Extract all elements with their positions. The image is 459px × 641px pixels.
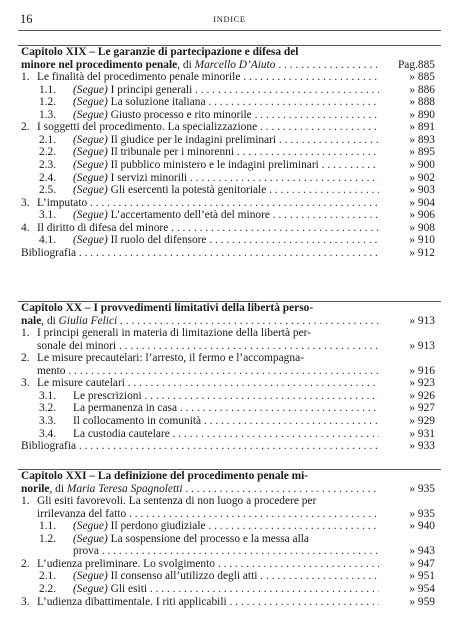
entry-number: 3.1. [39, 209, 57, 222]
toc-entry [21, 96, 435, 109]
segue-label: (Segue) [73, 184, 108, 197]
entry-title: Il collocamento in comunità [73, 414, 202, 427]
entry-number: 1. [21, 327, 30, 340]
entry-page-ref: » 913 [409, 339, 435, 352]
toc-entry [21, 520, 435, 533]
entry-page-ref: » 895 [409, 146, 435, 159]
segue-label: (Segue) [73, 209, 108, 222]
entry-page-ref: » 929 [409, 414, 435, 427]
entry-number: 2.2. [39, 146, 57, 159]
entry-page-ref: » 904 [409, 196, 435, 209]
toc-entry [21, 495, 435, 508]
segue-label: (Segue) [73, 532, 108, 545]
page-number: 16 [20, 12, 33, 26]
entry-title-line [21, 352, 379, 365]
entry-number: 1. [21, 495, 30, 508]
toc-entry [21, 234, 435, 247]
entry-title: I soggetti del procedimento. La specializzazione [37, 121, 258, 134]
chapter-title-text: norile [21, 482, 50, 495]
entry-title-line [39, 402, 379, 415]
chapter-page-ref: Pag.885 [397, 58, 435, 71]
entry-title: Il diritto di difesa del minore [37, 221, 169, 234]
chapter-title-line [21, 315, 379, 328]
entry-title: Gli esiti [107, 582, 148, 595]
entry-number: 2.1. [39, 570, 57, 583]
chapter-heading-cont [21, 315, 435, 328]
entry-title-line [39, 415, 379, 428]
toc-entry [21, 402, 435, 415]
toc-entry [21, 570, 435, 583]
toc-entry [21, 583, 435, 596]
chapter-title-text: Capitolo XXI – La definizione del procedimento penale mi- [21, 470, 309, 482]
entry-title-line [39, 159, 379, 172]
entry-title: Bibliografia [21, 246, 77, 259]
entry-number: 2.3. [39, 158, 57, 171]
entry-page-ref: » 910 [409, 234, 435, 247]
chapter-page-ref: » 913 [409, 314, 435, 327]
segue-label: (Segue) [73, 570, 108, 583]
toc-entry [21, 146, 435, 159]
entry-title: sonale dei minori [37, 339, 117, 352]
chapter-title-line [21, 59, 379, 72]
entry-title-line [39, 520, 379, 533]
entry-title: Il ruolo del difensore [107, 234, 207, 247]
entry-page-ref: » 954 [409, 582, 435, 595]
entry-title-line [73, 545, 379, 558]
toc-entry [21, 84, 435, 97]
toc-entry [21, 440, 435, 453]
toc-entry [21, 415, 435, 428]
entry-number: 2.5. [39, 184, 57, 197]
entry-number: 4. [21, 221, 30, 234]
chapter-title-line [21, 46, 379, 59]
entry-title: I servizi minorili [107, 171, 188, 184]
entry-page-ref: » 923 [409, 377, 435, 390]
chapter-title-line [21, 483, 379, 496]
entry-page-ref: » 893 [409, 133, 435, 146]
entry-number: 1.2. [39, 96, 57, 109]
segue-label: (Segue) [73, 520, 108, 533]
chapter-author: Marcello D’Aiuto [194, 58, 276, 71]
chapter-heading [21, 470, 435, 483]
entry-number: 3.2. [39, 402, 57, 415]
entry-page-ref: » 916 [409, 364, 435, 377]
entry-title: mento [37, 364, 66, 377]
entry-page-ref: » 951 [409, 570, 435, 583]
entry-title: La soluzione italiana [107, 96, 206, 109]
segue-label: (Segue) [73, 234, 108, 247]
toc-entry [21, 71, 435, 84]
entry-title-line [21, 222, 379, 235]
entry-page-ref: » 959 [409, 595, 435, 608]
entry-number: 3. [21, 595, 30, 608]
chapter-heading-cont [21, 483, 435, 496]
entry-title-line [39, 583, 379, 596]
entry-title-line [21, 558, 379, 571]
toc-entry [21, 197, 435, 210]
entry-number: 1.1. [39, 83, 57, 96]
entry-title: Bibliografia [21, 440, 77, 453]
entry-page-ref: » 931 [409, 427, 435, 440]
segue-label: (Segue) [73, 582, 108, 595]
toc-entry-cont [21, 340, 435, 353]
chapter-title-text: Capitolo XX – I provvedimenti limitativi della libertà perso- [21, 302, 314, 314]
entry-title: I principi generali in materia di limitazione della libertà per- [37, 327, 311, 340]
entry-page-ref: » 891 [409, 121, 435, 134]
entry-title-line [39, 109, 379, 122]
chapter-author: Maria Teresa Spagnoletti [66, 482, 183, 495]
entry-title-line [21, 440, 379, 453]
entry-title: L’imputato [37, 196, 88, 209]
entry-page-ref: » 900 [409, 158, 435, 171]
entry-title: Giusto processo e rito minorile [107, 108, 252, 121]
entry-title: Le finalità del procedimento penale minorile [37, 71, 241, 84]
toc-entry [21, 121, 435, 134]
entry-page-ref: » 927 [409, 402, 435, 415]
entry-title-line [39, 84, 379, 97]
chapter-title-text: nale [21, 314, 42, 327]
entry-title-line [21, 495, 379, 508]
toc-entry [21, 247, 435, 260]
toc-entry [21, 533, 435, 546]
entry-title: irrilevanza del fatto [37, 507, 127, 520]
entry-number: 1.1. [39, 520, 57, 533]
segue-label: (Segue) [73, 83, 108, 96]
entry-number: 2. [21, 557, 30, 570]
entry-page-ref: » 888 [409, 96, 435, 109]
toc-entry-cont [21, 508, 435, 521]
entry-title-line [39, 146, 379, 159]
toc-entry-cont [21, 365, 435, 378]
entry-number: 3.3. [39, 414, 57, 427]
entry-title: Il giudice per le indagini preliminari [107, 133, 277, 146]
entry-number: 1.3. [39, 108, 57, 121]
chapter-by-text: , di [41, 314, 59, 327]
entry-title-line [21, 71, 379, 84]
entry-title: Le misure cautelari [37, 377, 125, 390]
entry-page-ref: » 935 [409, 507, 435, 520]
toc-entry [21, 596, 435, 609]
toc-entry [21, 377, 435, 390]
entry-title-line [37, 508, 379, 521]
chapter-title-text: minore nel procedimento penale [21, 58, 178, 71]
chapter-title-line [21, 302, 379, 315]
chapter-heading [21, 302, 435, 315]
entry-title-line [21, 327, 379, 340]
entry-page-ref: » 926 [409, 389, 435, 402]
segue-label: (Segue) [73, 158, 108, 171]
entry-title: La custodia cautelare [73, 427, 170, 440]
entry-number: 2. [21, 121, 30, 134]
chapter-heading [21, 46, 435, 59]
entry-number: 4.1. [39, 234, 57, 247]
entry-title-line [21, 247, 379, 260]
entry-title: Il tribunale per i minorenni [107, 146, 235, 159]
entry-title: L’accertamento dell’età del minore [107, 209, 270, 222]
entry-page-ref: » 890 [409, 108, 435, 121]
entry-page-ref: » 903 [409, 184, 435, 197]
chapter-title-text: Capitolo XIX – Le garanzie di partecipazione e difesa del [21, 46, 299, 58]
toc-entry [21, 109, 435, 122]
entry-title: Gli esercenti la potestà genitoriale [107, 184, 267, 197]
entry-page-ref: » 943 [409, 545, 435, 558]
entry-title-line [39, 184, 379, 197]
toc-entry [21, 390, 435, 403]
entry-number: 2.4. [39, 171, 57, 184]
entry-title: Il consenso all’utilizzo degli atti [107, 570, 258, 583]
entry-title: Il pubblico ministero e le indagini preliminari [107, 158, 319, 171]
chapter-author: Giulia Felici [58, 314, 118, 327]
segue-label: (Segue) [73, 146, 108, 159]
entry-title: Gli esiti favorevoli. La sentenza di non luogo a procedere per [37, 495, 317, 508]
toc-entry [21, 184, 435, 197]
toc-entry [21, 222, 435, 235]
toc-entry [21, 134, 435, 147]
chapter-by-text: , di [49, 482, 67, 495]
entry-number: 3. [21, 196, 30, 209]
segue-label: (Segue) [73, 108, 108, 121]
entry-title-line [39, 96, 379, 109]
entry-title-line [39, 533, 379, 546]
entry-number: 3.1. [39, 389, 57, 402]
toc-entry-cont [21, 545, 435, 558]
entry-title: Le misure precautelari: l’arresto, il fermo e l’accompagna- [37, 352, 304, 365]
entry-page-ref: » 886 [409, 83, 435, 96]
entry-title-line [37, 340, 379, 353]
toc-entry [21, 428, 435, 441]
entry-title: La sospensione del processo e la messa alla [107, 532, 309, 545]
entry-number: 3. [21, 377, 30, 390]
entry-title-line [39, 570, 379, 583]
entry-title-line [39, 234, 379, 247]
entry-title-line [39, 134, 379, 147]
entry-page-ref: » 940 [409, 520, 435, 533]
entry-page-ref: » 885 [409, 71, 435, 84]
toc-entry [21, 352, 435, 365]
toc-entry [21, 209, 435, 222]
entry-title: I principi generali [107, 83, 193, 96]
page-header [20, 12, 439, 28]
entry-title-line [39, 209, 379, 222]
entry-title-line [21, 121, 379, 134]
toc-entry [21, 172, 435, 185]
toc-entry [21, 558, 435, 571]
entry-title-line [39, 390, 379, 403]
entry-page-ref: » 912 [409, 246, 435, 259]
entry-title: La permanenza in casa [73, 402, 178, 415]
toc-entry [21, 327, 435, 340]
entry-title: prova [73, 545, 99, 558]
entry-number: 2. [21, 352, 30, 365]
entry-number: 3.4. [39, 427, 57, 440]
entry-page-ref: » 933 [409, 440, 435, 453]
segue-label: (Segue) [73, 171, 108, 184]
entry-title-line [39, 172, 379, 185]
chapter-heading-cont [21, 59, 435, 72]
entry-number: 1.2. [39, 532, 57, 545]
running-title: INDICE [213, 14, 246, 24]
entry-number: 2.1. [39, 133, 57, 146]
entry-number: 1. [21, 71, 30, 84]
entry-title: Il perdono giudiziale [107, 520, 206, 533]
header-rule [18, 30, 441, 31]
segue-label: (Segue) [73, 133, 108, 146]
entry-number: 2.2. [39, 582, 57, 595]
entry-page-ref: » 906 [409, 209, 435, 222]
chapter-title-line [21, 470, 379, 483]
entry-title-line [37, 365, 379, 378]
toc-entry [21, 159, 435, 172]
segue-label: (Segue) [73, 96, 108, 109]
entry-title-line [21, 596, 379, 609]
entry-title-line [39, 428, 379, 441]
entry-page-ref: » 902 [409, 171, 435, 184]
entry-title-line [21, 197, 379, 210]
entry-title-line [21, 377, 379, 390]
chapter-by-text: , di [177, 58, 195, 71]
entry-title: Le prescrizioni [73, 389, 142, 402]
entry-page-ref: » 947 [409, 557, 435, 570]
chapter-page-ref: » 935 [409, 482, 435, 495]
entry-title: L’udienza dibattimentale. I riti applicabili [37, 595, 227, 608]
entry-page-ref: » 908 [409, 221, 435, 234]
entry-title: L’udienza preliminare. Lo svolgimento [37, 557, 215, 570]
